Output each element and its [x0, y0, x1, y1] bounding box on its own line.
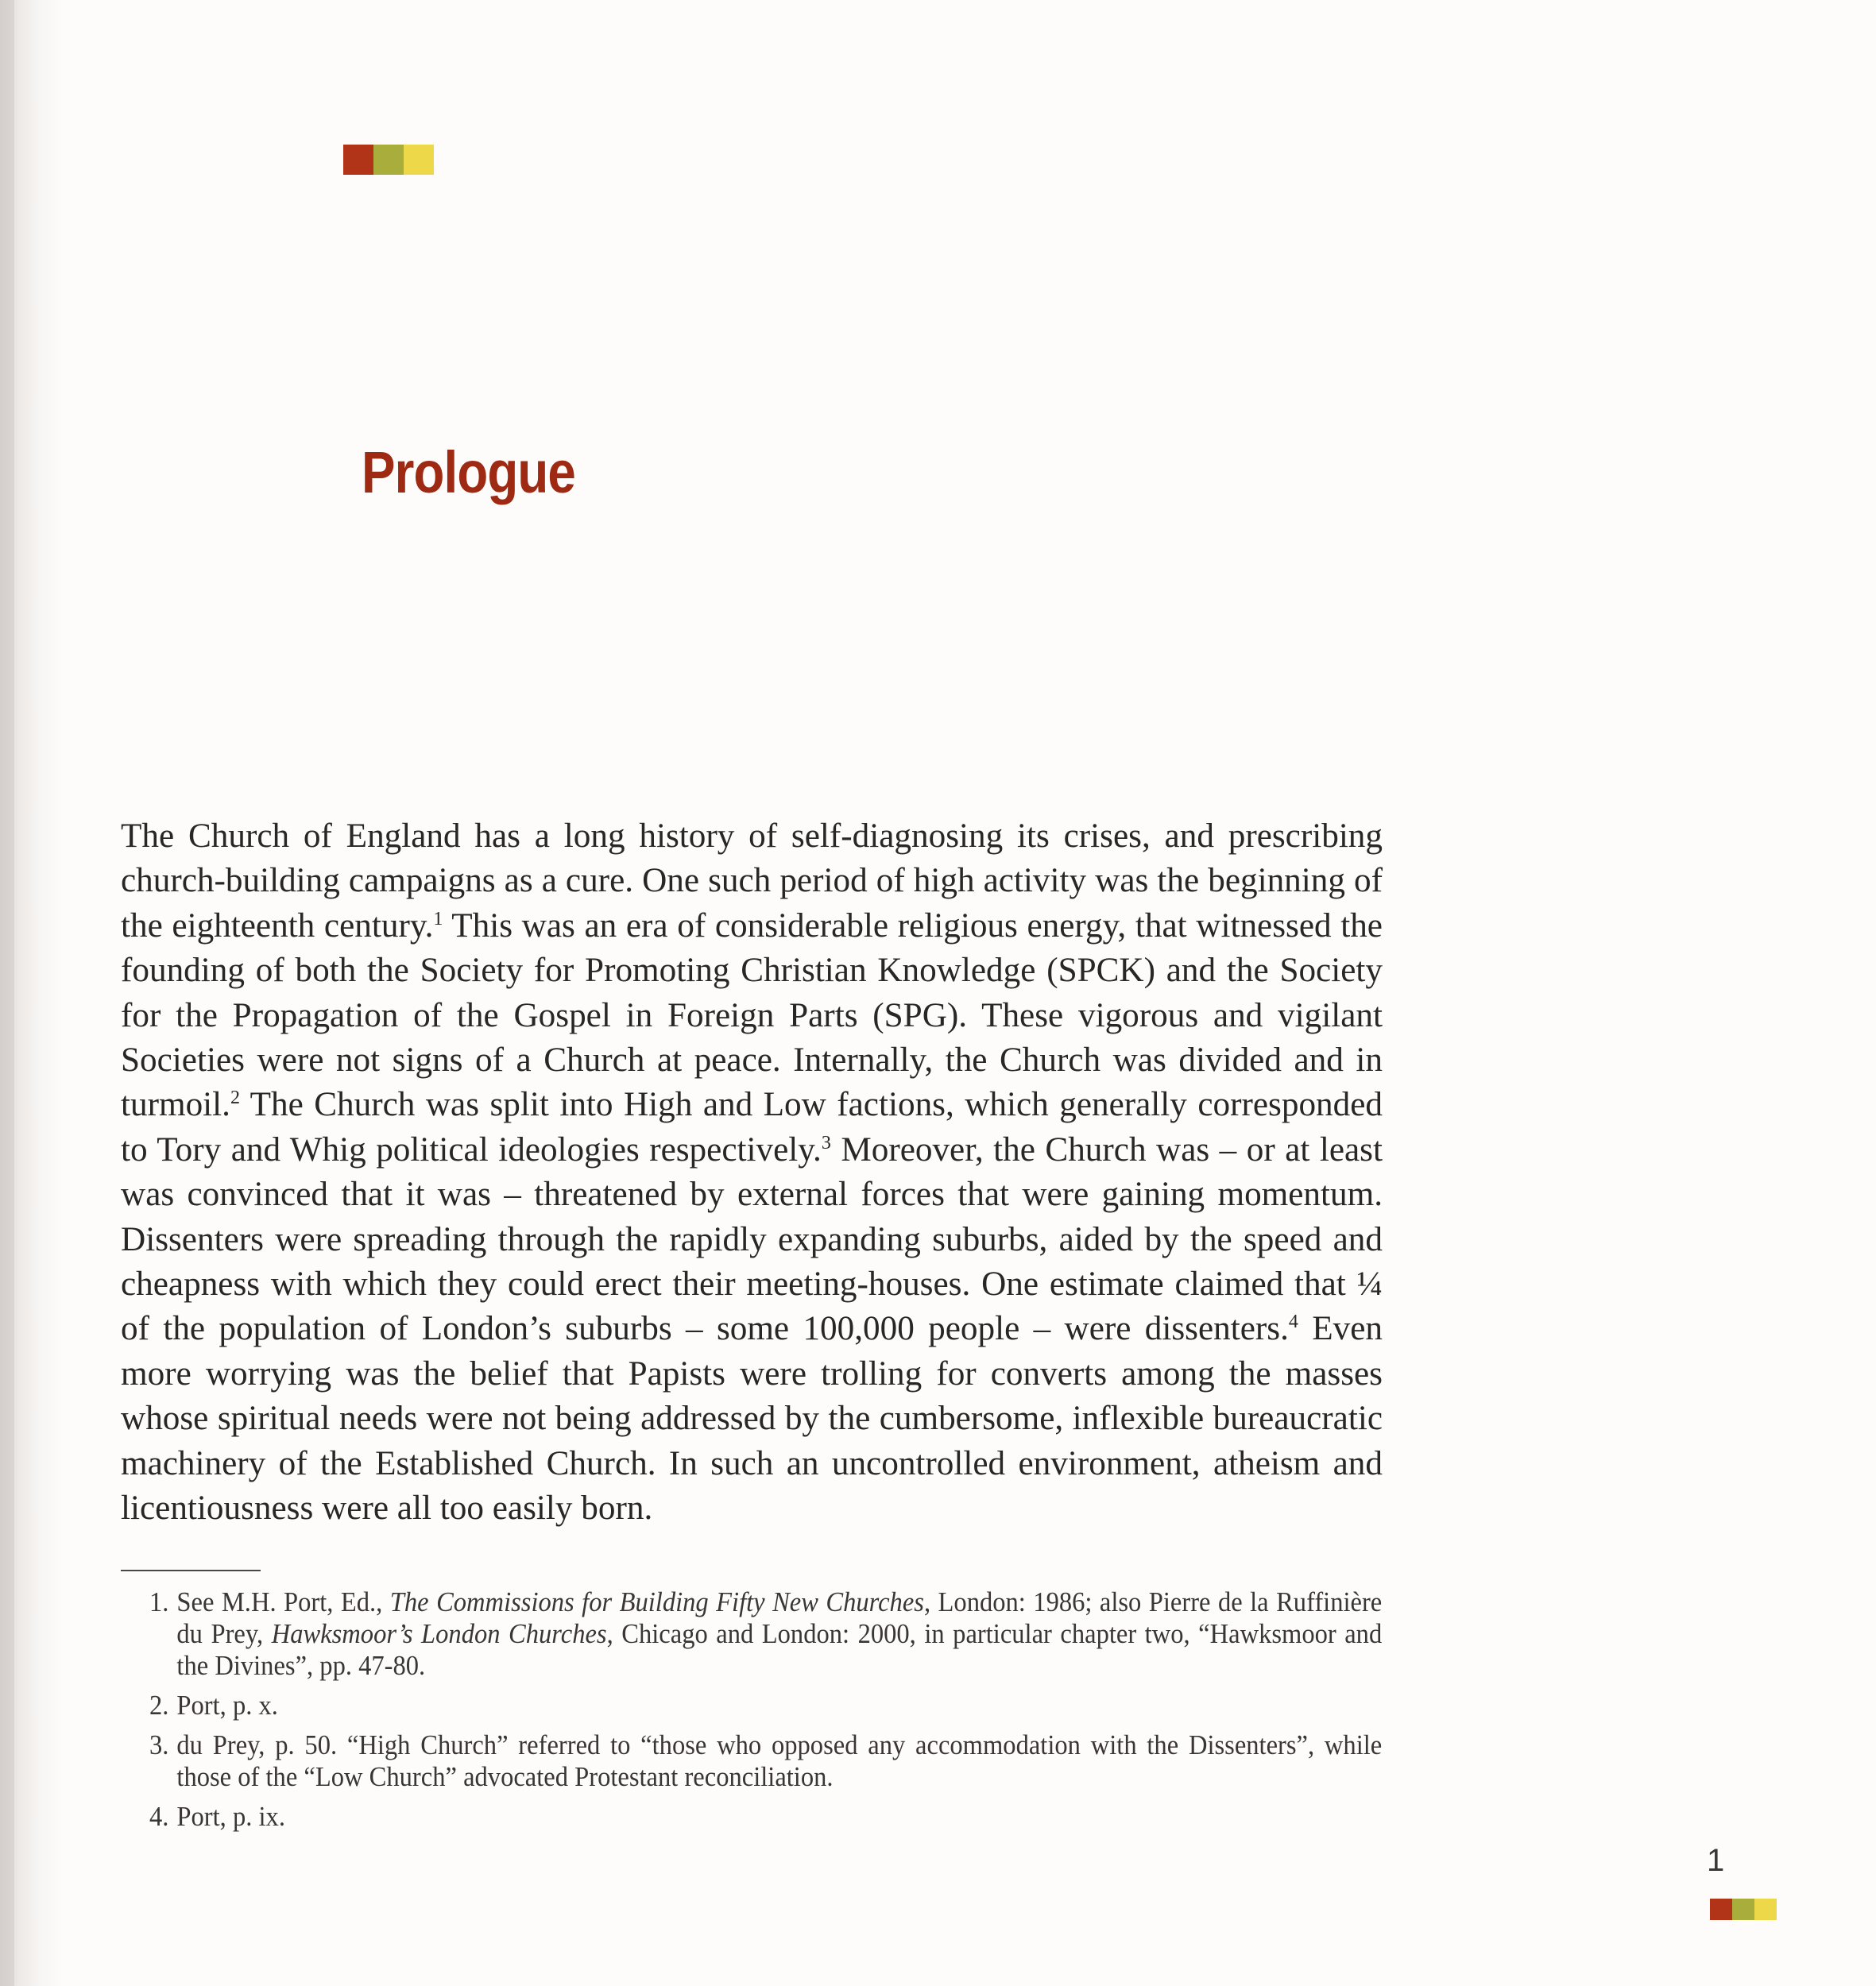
- book-title: Hawksmoor’s London Churches: [271, 1618, 607, 1649]
- page-number: 1: [1707, 1843, 1725, 1878]
- footnote-1: [149, 1586, 1382, 1682]
- yellow-swatch: [1754, 1899, 1777, 1920]
- body-paragraph: [121, 814, 1383, 1532]
- footnote-number: 1.: [149, 1586, 169, 1617]
- body-text-segment: Moreover, the Church was – or at least was convinced that it was – threatened by external forces that were gaining momentum. Dissenters were spreading through the rapidly expanding suburbs, aided by the speed and cheapness with which they could erect their meeting-houses. One estimate claimed that ¼ of the population of London’s suburbs – some 100,000 people – were dissenters.: [121, 1130, 1383, 1348]
- footnote-text: , Chicago and London: 2000, in particular chapter two, “Hawksmoor and the Divines”, pp. 47-80.: [176, 1618, 1383, 1681]
- footnote-3: [149, 1729, 1382, 1793]
- book-title: The Commissions for Building Fifty New Churches: [389, 1586, 924, 1617]
- footnote-text: du Prey, p. 50. “High Church” referred to “those who opposed any accommodation with the Dissenters”, while those of the “Low Church” advocated Protestant reconciliation.: [176, 1729, 1383, 1792]
- footnote-divider: [121, 1570, 261, 1571]
- footnote-number: 4.: [149, 1801, 169, 1832]
- binding-gutter: [0, 0, 14, 1986]
- footnote-2: [149, 1690, 1382, 1721]
- footnote-number: 2.: [149, 1690, 169, 1721]
- red-swatch: [343, 145, 373, 175]
- footnote-ref-3[interactable]: 3: [821, 1132, 831, 1153]
- body-text-segment: The Church of England has a long history of self-diagnosing its crises, and prescribing church-building campaigns as a cure. One such period of high activity was the beginning of the eighteenth century.: [121, 817, 1383, 945]
- footnote-text: , London: 1986; also Pierre de la Ruffinière du Prey,: [176, 1586, 1383, 1649]
- footnote-text: Port, p. ix.: [176, 1801, 285, 1832]
- olive-swatch: [1732, 1899, 1754, 1920]
- red-swatch: [1710, 1899, 1732, 1920]
- footnotes: [149, 1586, 1383, 1839]
- footnote-ref-4[interactable]: 4: [1288, 1312, 1298, 1333]
- footnote-4: [149, 1801, 1382, 1833]
- chapter-title: Prologue: [362, 439, 575, 505]
- body-text-segment: The Church was split into High and Low factions, which generally corresponded to Tory and Whig political ideologies respectively.: [121, 1086, 1383, 1169]
- body-text-segment: This was an era of considerable religious energy, that witnessed the founding of both the Society for Promoting Christian Knowledge (SPCK) and the Society for the Propagation of the Gospel in Foreign Parts (SPG). These vigorous and vigilant Societies were not signs of a Church at peace. Internally, the Church was divided and in turmoil.: [121, 906, 1383, 1124]
- footnote-ref-1[interactable]: 1: [433, 908, 443, 929]
- footnote-number: 3.: [149, 1729, 169, 1760]
- chapter-color-marker: [343, 145, 434, 175]
- footnote-text: Port, p. x.: [176, 1690, 278, 1721]
- footnote-text: See M.H. Port, Ed.,: [176, 1586, 390, 1617]
- body-text-segment: Even more worrying was the belief that Papists were trolling for converts among the masses whose spiritual needs were not being addressed by the cumbersome, inflexible bureaucratic machinery of the Established Church. In such an uncontrolled environment, atheism and licentiousness were all too easily born.: [121, 1310, 1383, 1528]
- olive-swatch: [373, 145, 404, 175]
- page-color-marker: [1710, 1899, 1777, 1920]
- footnote-ref-2[interactable]: 2: [230, 1088, 240, 1109]
- yellow-swatch: [404, 145, 434, 175]
